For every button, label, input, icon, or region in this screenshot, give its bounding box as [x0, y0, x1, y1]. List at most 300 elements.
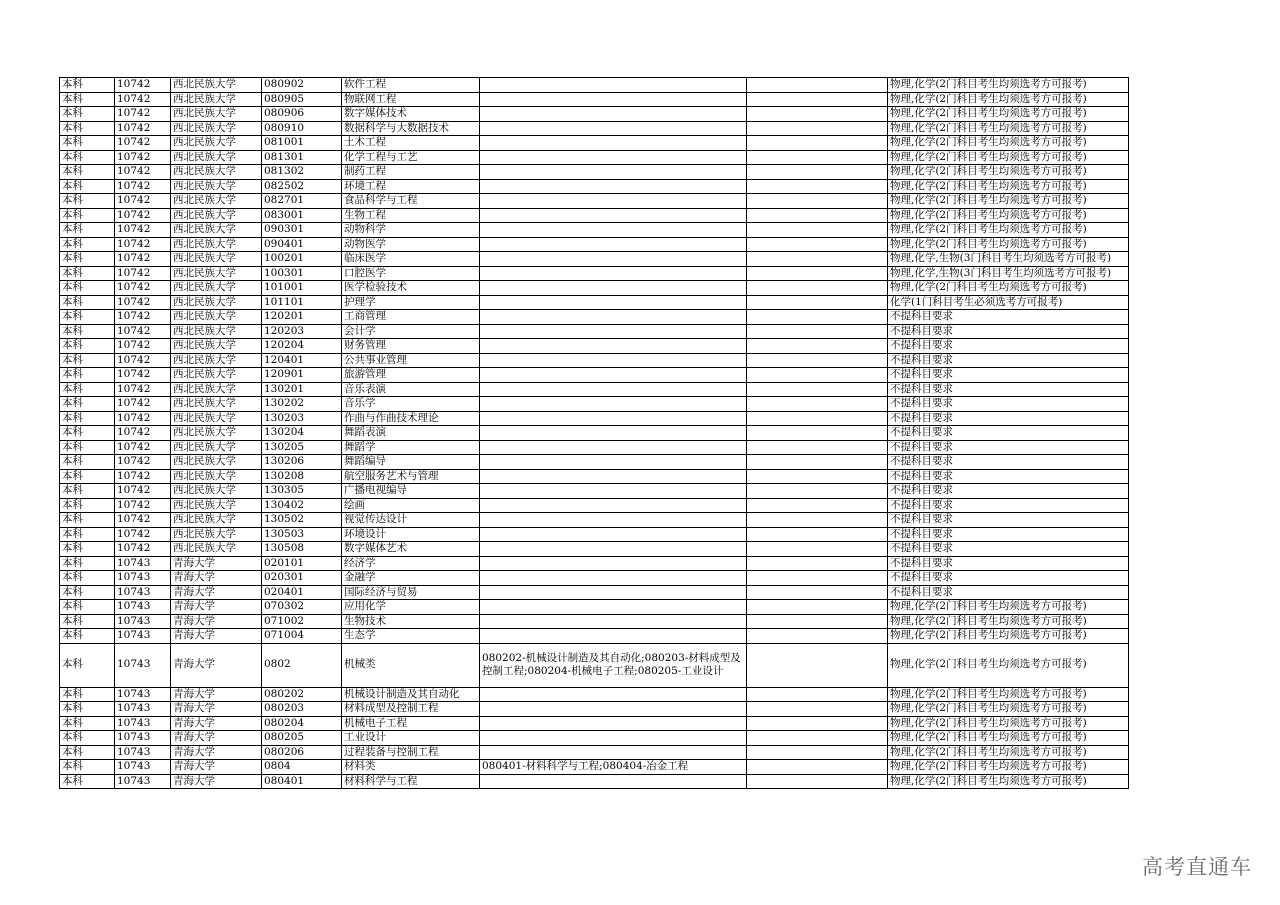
subject-requirement-cell: 物理,化学(2门科目考生均须选考方可报考)	[888, 121, 1129, 136]
major-code-cell: 020301	[262, 571, 342, 586]
subject-requirement-cell: 不提科目要求	[888, 339, 1129, 354]
school-name-cell: 西北民族大学	[171, 339, 262, 354]
table-row	[60, 150, 1129, 165]
included-majors-cell	[480, 774, 747, 789]
included-majors-cell	[480, 687, 747, 702]
subject-requirement-cell: 物理,化学(2门科目考生均须选考方可报考)	[888, 745, 1129, 760]
level-cell: 本科	[60, 629, 115, 644]
subject-requirement-cell: 物理,化学(2门科目考生均须选考方可报考)	[888, 774, 1129, 789]
table-row	[60, 542, 1129, 557]
major-code-cell: 120201	[262, 310, 342, 325]
included-majors-cell	[480, 382, 747, 397]
school-code-cell: 10742	[115, 78, 171, 93]
school-code-cell: 10743	[115, 585, 171, 600]
level-cell: 本科	[60, 745, 115, 760]
level-cell: 本科	[60, 513, 115, 528]
major-name-cell: 护理学	[342, 295, 480, 310]
school-name-cell: 西北民族大学	[171, 498, 262, 513]
major-code-cell: 101101	[262, 295, 342, 310]
included-majors-cell	[480, 310, 747, 325]
school-name-cell: 西北民族大学	[171, 310, 262, 325]
major-name-cell: 应用化学	[342, 600, 480, 615]
included-majors-cell	[480, 266, 747, 281]
subject-requirement-cell: 物理,化学(2门科目考生均须选考方可报考)	[888, 702, 1129, 717]
major-code-cell: 082502	[262, 179, 342, 194]
school-code-cell: 10742	[115, 150, 171, 165]
table-row	[60, 455, 1129, 470]
level-cell: 本科	[60, 498, 115, 513]
included-majors-cell	[480, 281, 747, 296]
subject-requirement-cell: 不提科目要求	[888, 382, 1129, 397]
subject-requirement-cell: 不提科目要求	[888, 484, 1129, 499]
included-majors-cell	[480, 237, 747, 252]
table-row	[60, 223, 1129, 238]
major-code-cell: 080204	[262, 716, 342, 731]
notes-cell	[747, 527, 888, 542]
subject-requirement-cell: 化学(1门科目考生必须选考方可报考)	[888, 295, 1129, 310]
subject-requirement-cell: 不提科目要求	[888, 513, 1129, 528]
subject-requirement-cell: 不提科目要求	[888, 324, 1129, 339]
major-name-cell: 作曲与作曲技术理论	[342, 411, 480, 426]
table-row	[60, 440, 1129, 455]
major-code-cell: 081302	[262, 165, 342, 180]
table-row	[60, 339, 1129, 354]
level-cell: 本科	[60, 614, 115, 629]
subject-requirement-cell: 不提科目要求	[888, 571, 1129, 586]
level-cell: 本科	[60, 600, 115, 615]
school-code-cell: 10742	[115, 440, 171, 455]
school-name-cell: 青海大学	[171, 745, 262, 760]
major-code-cell: 020401	[262, 585, 342, 600]
school-name-cell: 西北民族大学	[171, 78, 262, 93]
level-cell: 本科	[60, 411, 115, 426]
table-row	[60, 643, 1129, 687]
table-row	[60, 629, 1129, 644]
notes-cell	[747, 469, 888, 484]
school-code-cell: 10743	[115, 702, 171, 717]
school-code-cell: 10743	[115, 774, 171, 789]
major-code-cell: 130402	[262, 498, 342, 513]
school-code-cell: 10742	[115, 484, 171, 499]
school-code-cell: 10742	[115, 498, 171, 513]
major-code-cell: 100201	[262, 252, 342, 267]
school-code-cell: 10742	[115, 324, 171, 339]
level-cell: 本科	[60, 136, 115, 151]
school-name-cell: 西北民族大学	[171, 165, 262, 180]
level-cell: 本科	[60, 150, 115, 165]
table-row	[60, 310, 1129, 325]
included-majors-cell	[480, 150, 747, 165]
subject-requirement-cell: 物理,化学(2门科目考生均须选考方可报考)	[888, 150, 1129, 165]
table-row	[60, 774, 1129, 789]
major-name-cell: 国际经济与贸易	[342, 585, 480, 600]
major-name-cell: 医学检验技术	[342, 281, 480, 296]
included-majors-cell	[480, 542, 747, 557]
notes-cell	[747, 324, 888, 339]
major-code-cell: 130201	[262, 382, 342, 397]
school-name-cell: 西北民族大学	[171, 136, 262, 151]
major-name-cell: 动物医学	[342, 237, 480, 252]
major-name-cell: 经济学	[342, 556, 480, 571]
subject-requirement-cell: 不提科目要求	[888, 397, 1129, 412]
level-cell: 本科	[60, 266, 115, 281]
level-cell: 本科	[60, 78, 115, 93]
school-name-cell: 青海大学	[171, 774, 262, 789]
subject-requirement-cell: 物理,化学(2门科目考生均须选考方可报考)	[888, 731, 1129, 746]
major-code-cell: 080906	[262, 107, 342, 122]
level-cell: 本科	[60, 455, 115, 470]
school-name-cell: 青海大学	[171, 716, 262, 731]
subject-requirement-cell: 不提科目要求	[888, 556, 1129, 571]
included-majors-cell	[480, 469, 747, 484]
table-row	[60, 92, 1129, 107]
school-code-cell: 10742	[115, 208, 171, 223]
major-name-cell: 软件工程	[342, 78, 480, 93]
school-name-cell: 西北民族大学	[171, 542, 262, 557]
level-cell: 本科	[60, 165, 115, 180]
table-row	[60, 165, 1129, 180]
school-code-cell: 10742	[115, 542, 171, 557]
subject-requirement-cell: 不提科目要求	[888, 527, 1129, 542]
school-code-cell: 10742	[115, 165, 171, 180]
level-cell: 本科	[60, 687, 115, 702]
notes-cell	[747, 208, 888, 223]
major-name-cell: 制药工程	[342, 165, 480, 180]
level-cell: 本科	[60, 324, 115, 339]
included-majors-cell	[480, 107, 747, 122]
school-name-cell: 西北民族大学	[171, 92, 262, 107]
major-name-cell: 音乐表演	[342, 382, 480, 397]
level-cell: 本科	[60, 397, 115, 412]
included-majors-cell	[480, 397, 747, 412]
subject-requirement-cell: 物理,化学(2门科目考生均须选考方可报考)	[888, 687, 1129, 702]
table-row	[60, 556, 1129, 571]
major-name-cell: 物联网工程	[342, 92, 480, 107]
major-name-cell: 航空服务艺术与管理	[342, 469, 480, 484]
major-name-cell: 口腔医学	[342, 266, 480, 281]
included-majors-cell	[480, 252, 747, 267]
subject-requirement-cell: 不提科目要求	[888, 498, 1129, 513]
notes-cell	[747, 600, 888, 615]
level-cell: 本科	[60, 484, 115, 499]
level-cell: 本科	[60, 585, 115, 600]
major-code-cell: 101001	[262, 281, 342, 296]
notes-cell	[747, 179, 888, 194]
school-code-cell: 10742	[115, 397, 171, 412]
level-cell: 本科	[60, 252, 115, 267]
major-code-cell: 080902	[262, 78, 342, 93]
included-majors-cell	[480, 455, 747, 470]
major-code-cell: 0804	[262, 760, 342, 775]
major-code-cell: 080206	[262, 745, 342, 760]
subject-requirement-cell: 物理,化学,生物(3门科目考生均须选考方可报考)	[888, 266, 1129, 281]
school-code-cell: 10742	[115, 107, 171, 122]
school-code-cell: 10742	[115, 223, 171, 238]
major-name-cell: 数据科学与大数据技术	[342, 121, 480, 136]
notes-cell	[747, 136, 888, 151]
table-row	[60, 513, 1129, 528]
table-row	[60, 484, 1129, 499]
table-row	[60, 600, 1129, 615]
level-cell: 本科	[60, 469, 115, 484]
subject-requirement-cell: 物理,化学(2门科目考生均须选考方可报考)	[888, 281, 1129, 296]
level-cell: 本科	[60, 281, 115, 296]
school-name-cell: 西北民族大学	[171, 150, 262, 165]
school-code-cell: 10742	[115, 353, 171, 368]
school-name-cell: 西北民族大学	[171, 237, 262, 252]
included-majors-cell	[480, 600, 747, 615]
major-name-cell: 舞蹈编导	[342, 455, 480, 470]
subject-requirement-cell: 物理,化学(2门科目考生均须选考方可报考)	[888, 165, 1129, 180]
level-cell: 本科	[60, 731, 115, 746]
notes-cell	[747, 194, 888, 209]
school-name-cell: 西北民族大学	[171, 426, 262, 441]
major-code-cell: 0802	[262, 643, 342, 687]
included-majors-cell	[480, 585, 747, 600]
school-name-cell: 西北民族大学	[171, 208, 262, 223]
school-name-cell: 西北民族大学	[171, 252, 262, 267]
major-code-cell: 130502	[262, 513, 342, 528]
included-majors-cell	[480, 513, 747, 528]
included-majors-cell	[480, 411, 747, 426]
school-name-cell: 西北民族大学	[171, 527, 262, 542]
subject-requirement-cell: 物理,化学(2门科目考生均须选考方可报考)	[888, 92, 1129, 107]
school-name-cell: 青海大学	[171, 600, 262, 615]
major-name-cell: 工商管理	[342, 310, 480, 325]
notes-cell	[747, 78, 888, 93]
included-majors-cell	[480, 339, 747, 354]
major-name-cell: 机械类	[342, 643, 480, 687]
table-row	[60, 237, 1129, 252]
table-row	[60, 731, 1129, 746]
major-name-cell: 机械电子工程	[342, 716, 480, 731]
major-name-cell: 工业设计	[342, 731, 480, 746]
table-row	[60, 411, 1129, 426]
included-majors-cell	[480, 527, 747, 542]
major-name-cell: 生物技术	[342, 614, 480, 629]
school-code-cell: 10742	[115, 411, 171, 426]
major-code-cell: 130208	[262, 469, 342, 484]
school-name-cell: 青海大学	[171, 585, 262, 600]
table-row	[60, 368, 1129, 383]
notes-cell	[747, 513, 888, 528]
included-majors-cell	[480, 165, 747, 180]
school-name-cell: 青海大学	[171, 760, 262, 775]
major-code-cell: 120901	[262, 368, 342, 383]
subject-requirement-cell: 物理,化学(2门科目考生均须选考方可报考)	[888, 760, 1129, 775]
school-code-cell: 10742	[115, 92, 171, 107]
level-cell: 本科	[60, 92, 115, 107]
school-code-cell: 10742	[115, 310, 171, 325]
included-majors-cell	[480, 121, 747, 136]
level-cell: 本科	[60, 339, 115, 354]
school-name-cell: 西北民族大学	[171, 513, 262, 528]
notes-cell	[747, 498, 888, 513]
table-row	[60, 179, 1129, 194]
school-name-cell: 青海大学	[171, 571, 262, 586]
level-cell: 本科	[60, 760, 115, 775]
table-row	[60, 397, 1129, 412]
table-row	[60, 136, 1129, 151]
subject-requirement-cell: 不提科目要求	[888, 426, 1129, 441]
included-majors-cell	[480, 136, 747, 151]
school-name-cell: 西北民族大学	[171, 281, 262, 296]
school-code-cell: 10743	[115, 716, 171, 731]
included-majors-cell	[480, 208, 747, 223]
major-code-cell: 080202	[262, 687, 342, 702]
school-name-cell: 西北民族大学	[171, 266, 262, 281]
notes-cell	[747, 629, 888, 644]
level-cell: 本科	[60, 121, 115, 136]
major-name-cell: 食品科学与工程	[342, 194, 480, 209]
notes-cell	[747, 339, 888, 354]
table-row	[60, 469, 1129, 484]
level-cell: 本科	[60, 223, 115, 238]
major-code-cell: 080905	[262, 92, 342, 107]
subject-requirement-cell: 不提科目要求	[888, 353, 1129, 368]
major-name-cell: 材料成型及控制工程	[342, 702, 480, 717]
school-code-cell: 10743	[115, 600, 171, 615]
school-code-cell: 10743	[115, 556, 171, 571]
major-name-cell: 数字媒体技术	[342, 107, 480, 122]
table-row	[60, 614, 1129, 629]
school-name-cell: 西北民族大学	[171, 368, 262, 383]
major-name-cell: 广播电视编导	[342, 484, 480, 499]
major-code-cell: 071002	[262, 614, 342, 629]
subject-requirement-cell: 不提科目要求	[888, 310, 1129, 325]
major-name-cell: 视觉传达设计	[342, 513, 480, 528]
school-code-cell: 10743	[115, 745, 171, 760]
notes-cell	[747, 556, 888, 571]
table-row	[60, 760, 1129, 775]
table-row	[60, 745, 1129, 760]
school-name-cell: 西北民族大学	[171, 440, 262, 455]
school-code-cell: 10743	[115, 629, 171, 644]
school-name-cell: 西北民族大学	[171, 484, 262, 499]
major-code-cell: 020101	[262, 556, 342, 571]
included-majors-cell	[480, 353, 747, 368]
included-majors-cell: 080202-机械设计制造及其自动化;080203-材料成型及控制工程;080204-机械电子工程;080205-工业设计	[480, 643, 747, 687]
major-code-cell: 080910	[262, 121, 342, 136]
major-name-cell: 数字媒体艺术	[342, 542, 480, 557]
school-name-cell: 青海大学	[171, 556, 262, 571]
table-row	[60, 353, 1129, 368]
notes-cell	[747, 731, 888, 746]
major-name-cell: 过程装备与控制工程	[342, 745, 480, 760]
major-name-cell: 土木工程	[342, 136, 480, 151]
notes-cell	[747, 585, 888, 600]
notes-cell	[747, 774, 888, 789]
major-code-cell: 130205	[262, 440, 342, 455]
notes-cell	[747, 165, 888, 180]
school-name-cell: 青海大学	[171, 629, 262, 644]
subject-requirement-cell: 物理,化学(2门科目考生均须选考方可报考)	[888, 716, 1129, 731]
notes-cell	[747, 687, 888, 702]
notes-cell	[747, 643, 888, 687]
included-majors-cell	[480, 498, 747, 513]
major-code-cell: 130206	[262, 455, 342, 470]
notes-cell	[747, 426, 888, 441]
included-majors-cell	[480, 78, 747, 93]
major-code-cell: 080401	[262, 774, 342, 789]
major-name-cell: 机械设计制造及其自动化	[342, 687, 480, 702]
included-majors-cell	[480, 702, 747, 717]
notes-cell	[747, 745, 888, 760]
subject-requirement-cell: 物理,化学(2门科目考生均须选考方可报考)	[888, 179, 1129, 194]
included-majors-cell	[480, 556, 747, 571]
admission-table	[59, 77, 1129, 789]
table-row	[60, 527, 1129, 542]
table-row	[60, 281, 1129, 296]
level-cell: 本科	[60, 527, 115, 542]
subject-requirement-cell: 不提科目要求	[888, 542, 1129, 557]
major-code-cell: 130202	[262, 397, 342, 412]
major-name-cell: 临床医学	[342, 252, 480, 267]
table-row	[60, 194, 1129, 209]
included-majors-cell	[480, 194, 747, 209]
major-code-cell: 130503	[262, 527, 342, 542]
table-row	[60, 266, 1129, 281]
school-code-cell: 10742	[115, 266, 171, 281]
notes-cell	[747, 353, 888, 368]
major-name-cell: 绘画	[342, 498, 480, 513]
school-name-cell: 青海大学	[171, 731, 262, 746]
major-code-cell: 082701	[262, 194, 342, 209]
major-name-cell: 舞蹈表演	[342, 426, 480, 441]
major-code-cell: 130508	[262, 542, 342, 557]
subject-requirement-cell: 物理,化学(2门科目考生均须选考方可报考)	[888, 643, 1129, 687]
major-code-cell: 120204	[262, 339, 342, 354]
school-name-cell: 西北民族大学	[171, 295, 262, 310]
notes-cell	[747, 121, 888, 136]
major-code-cell: 090301	[262, 223, 342, 238]
level-cell: 本科	[60, 382, 115, 397]
major-code-cell: 071004	[262, 629, 342, 644]
included-majors-cell	[480, 571, 747, 586]
included-majors-cell	[480, 484, 747, 499]
school-name-cell: 西北民族大学	[171, 223, 262, 238]
table-row	[60, 252, 1129, 267]
major-code-cell: 081001	[262, 136, 342, 151]
school-code-cell: 10743	[115, 643, 171, 687]
level-cell: 本科	[60, 208, 115, 223]
level-cell: 本科	[60, 179, 115, 194]
major-code-cell: 080203	[262, 702, 342, 717]
notes-cell	[747, 237, 888, 252]
major-name-cell: 材料类	[342, 760, 480, 775]
included-majors-cell	[480, 614, 747, 629]
notes-cell	[747, 614, 888, 629]
notes-cell	[747, 440, 888, 455]
school-name-cell: 西北民族大学	[171, 107, 262, 122]
school-code-cell: 10742	[115, 368, 171, 383]
major-name-cell: 旅游管理	[342, 368, 480, 383]
table-row	[60, 702, 1129, 717]
school-code-cell: 10742	[115, 295, 171, 310]
included-majors-cell	[480, 223, 747, 238]
level-cell: 本科	[60, 237, 115, 252]
major-name-cell: 环境工程	[342, 179, 480, 194]
level-cell: 本科	[60, 702, 115, 717]
major-code-cell: 100301	[262, 266, 342, 281]
subject-requirement-cell: 物理,化学,生物(3门科目考生均须选考方可报考)	[888, 252, 1129, 267]
level-cell: 本科	[60, 571, 115, 586]
school-code-cell: 10742	[115, 339, 171, 354]
major-name-cell: 化学工程与工艺	[342, 150, 480, 165]
included-majors-cell	[480, 731, 747, 746]
notes-cell	[747, 411, 888, 426]
level-cell: 本科	[60, 310, 115, 325]
